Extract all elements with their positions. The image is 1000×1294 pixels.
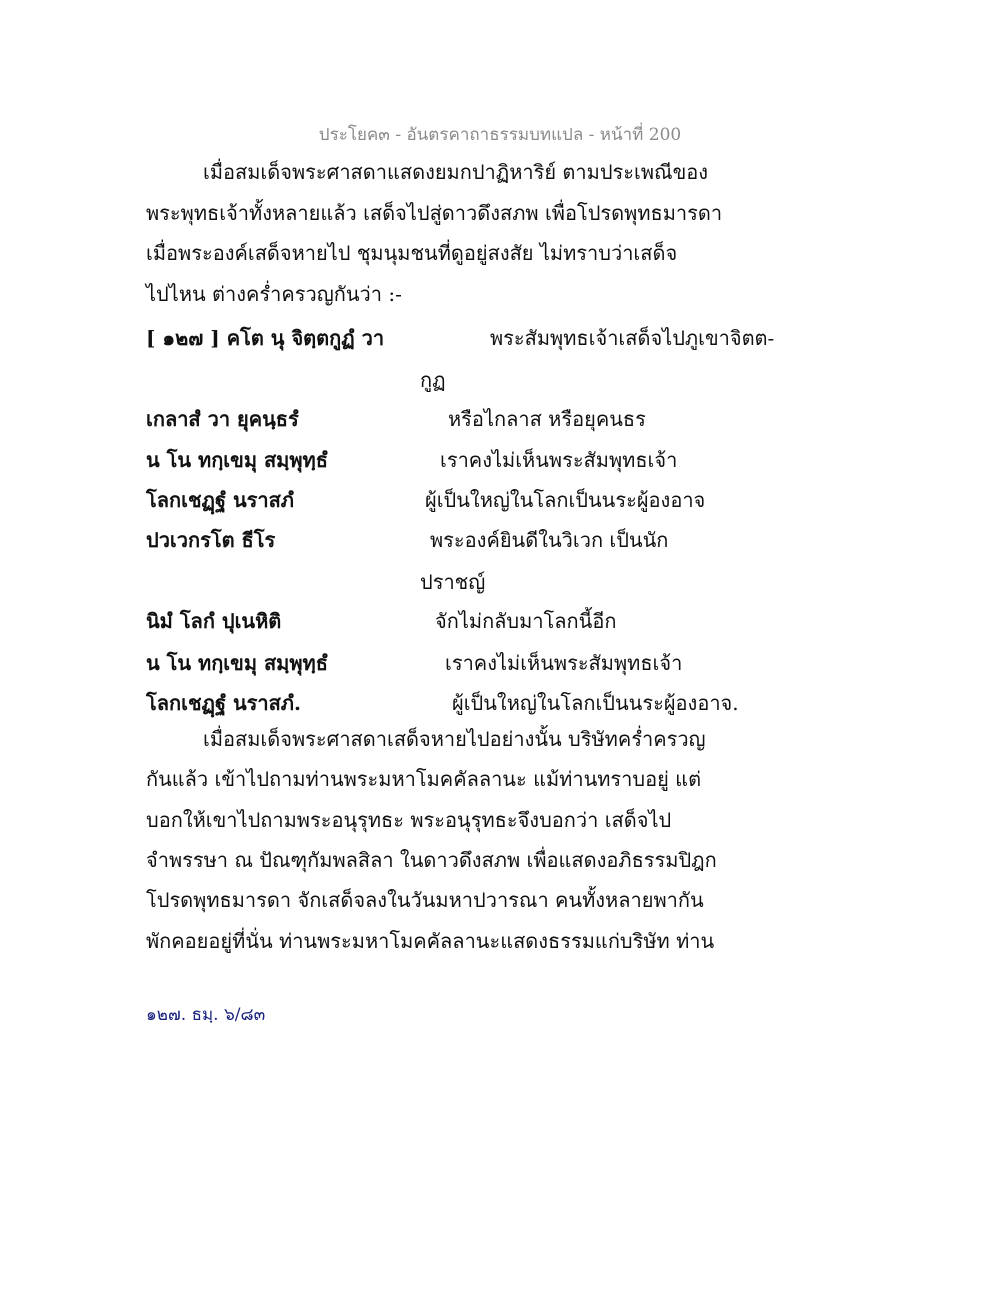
verse-thai-1: พระสัมพุทธเจ้าเสด็จไปภูเขาจิตต-	[490, 326, 775, 350]
verse-pali-4: โลกเชฏฺฐํ นราสภํ	[146, 488, 294, 512]
paragraph-1-line-2: พระพุทธเจ้าทั้งหลายแล้ว เสด็จไปสู่ดาวดึงสภพ เพื่อโปรดพุทธมารดา	[146, 201, 723, 225]
verse-thai-7: เราคงไม่เห็นพระสัมพุทธเจ้า	[445, 651, 683, 675]
verse-pali-8: โลกเชฏฺฐํ นราสภํ.	[146, 691, 301, 715]
paragraph-2-line-3: บอกให้เขาไปถามพระอนุรุทธะ พระอนุรุทธะจึงบอกว่า เสด็จไป	[146, 808, 672, 832]
paragraph-2-line-6: พักคอยอยู่ที่นั่น ท่านพระมหาโมคคัลลานะแสดงธรรมแก่บริษัท ท่าน	[146, 929, 715, 953]
verse-thai-1-cont: กูฏ	[420, 368, 446, 392]
paragraph-1-line-1: เมื่อสมเด็จพระศาสดาแสดงยมกปาฏิหาริย์ ตามประเพณีของ	[203, 160, 709, 184]
verse-thai-4: ผู้เป็นใหญ่ในโลกเป็นนระผู้องอาจ	[425, 488, 706, 512]
paragraph-2-line-4: จำพรรษา ณ ปัณฑุกัมพลสิลา ในดาวดึงสภพ เพื่อแสดงอภิธรรมปิฎก	[146, 848, 717, 872]
paragraph-1-line-4: ไปไหน ต่างคร่ำครวญกันว่า :-	[146, 282, 402, 306]
page-header: ประโยค๓ - อันตรคาถาธรรมบทแปล - หน้าที่ 200	[318, 125, 682, 145]
paragraph-2-line-2: กันแล้ว เข้าไปถามท่านพระมหาโมคคัลลานะ แม้ท่านทราบอยู่ แต่	[146, 767, 702, 791]
verse-thai-5: พระองค์ยินดีในวิเวก เป็นนัก	[430, 528, 669, 552]
verse-thai-5-cont: ปราชญ์	[420, 570, 486, 594]
verse-thai-8: ผู้เป็นใหญ่ในโลกเป็นนระผู้องอาจ.	[452, 691, 739, 715]
footnote: ๑๒๗. ธมฺ. ๖/๘๓	[146, 1005, 266, 1025]
verse-pali-3: น โน ทกฺเขมุ สมฺพุทฺธํ	[146, 448, 328, 472]
verse-pali-1: [ ๑๒๗ ] คโต นุ จิตฺตกูฏํ วา	[146, 326, 385, 350]
verse-pali-2: เกลาสํ วา ยุคนฺธรํ	[146, 407, 299, 431]
verse-thai-2: หรือไกลาส หรือยุคนธร	[448, 407, 646, 431]
verse-pali-7: น โน ทกฺเขมุ สมฺพุทฺธํ	[146, 651, 328, 675]
paragraph-2-line-1: เมื่อสมเด็จพระศาสดาเสด็จหายไปอย่างนั้น บริษัทคร่ำครวญ	[203, 727, 706, 751]
verse-pali-5: ปวเวกรโต ธีโร	[146, 528, 276, 552]
verse-thai-3: เราคงไม่เห็นพระสัมพุทธเจ้า	[440, 448, 678, 472]
paragraph-1-line-3: เมื่อพระองค์เสด็จหายไป ชุมนุมชนที่ดูอยู่สงสัย ไม่ทราบว่าเสด็จ	[146, 241, 678, 265]
verse-pali-6: นิมํ โลกํ ปุเนหิติ	[146, 609, 282, 633]
verse-thai-6: จักไม่กลับมาโลกนี้อีก	[435, 609, 617, 633]
paragraph-2-line-5: โปรดพุทธมารดา จักเสด็จลงในวันมหาปวารณา คนทั้งหลายพากัน	[146, 888, 704, 912]
